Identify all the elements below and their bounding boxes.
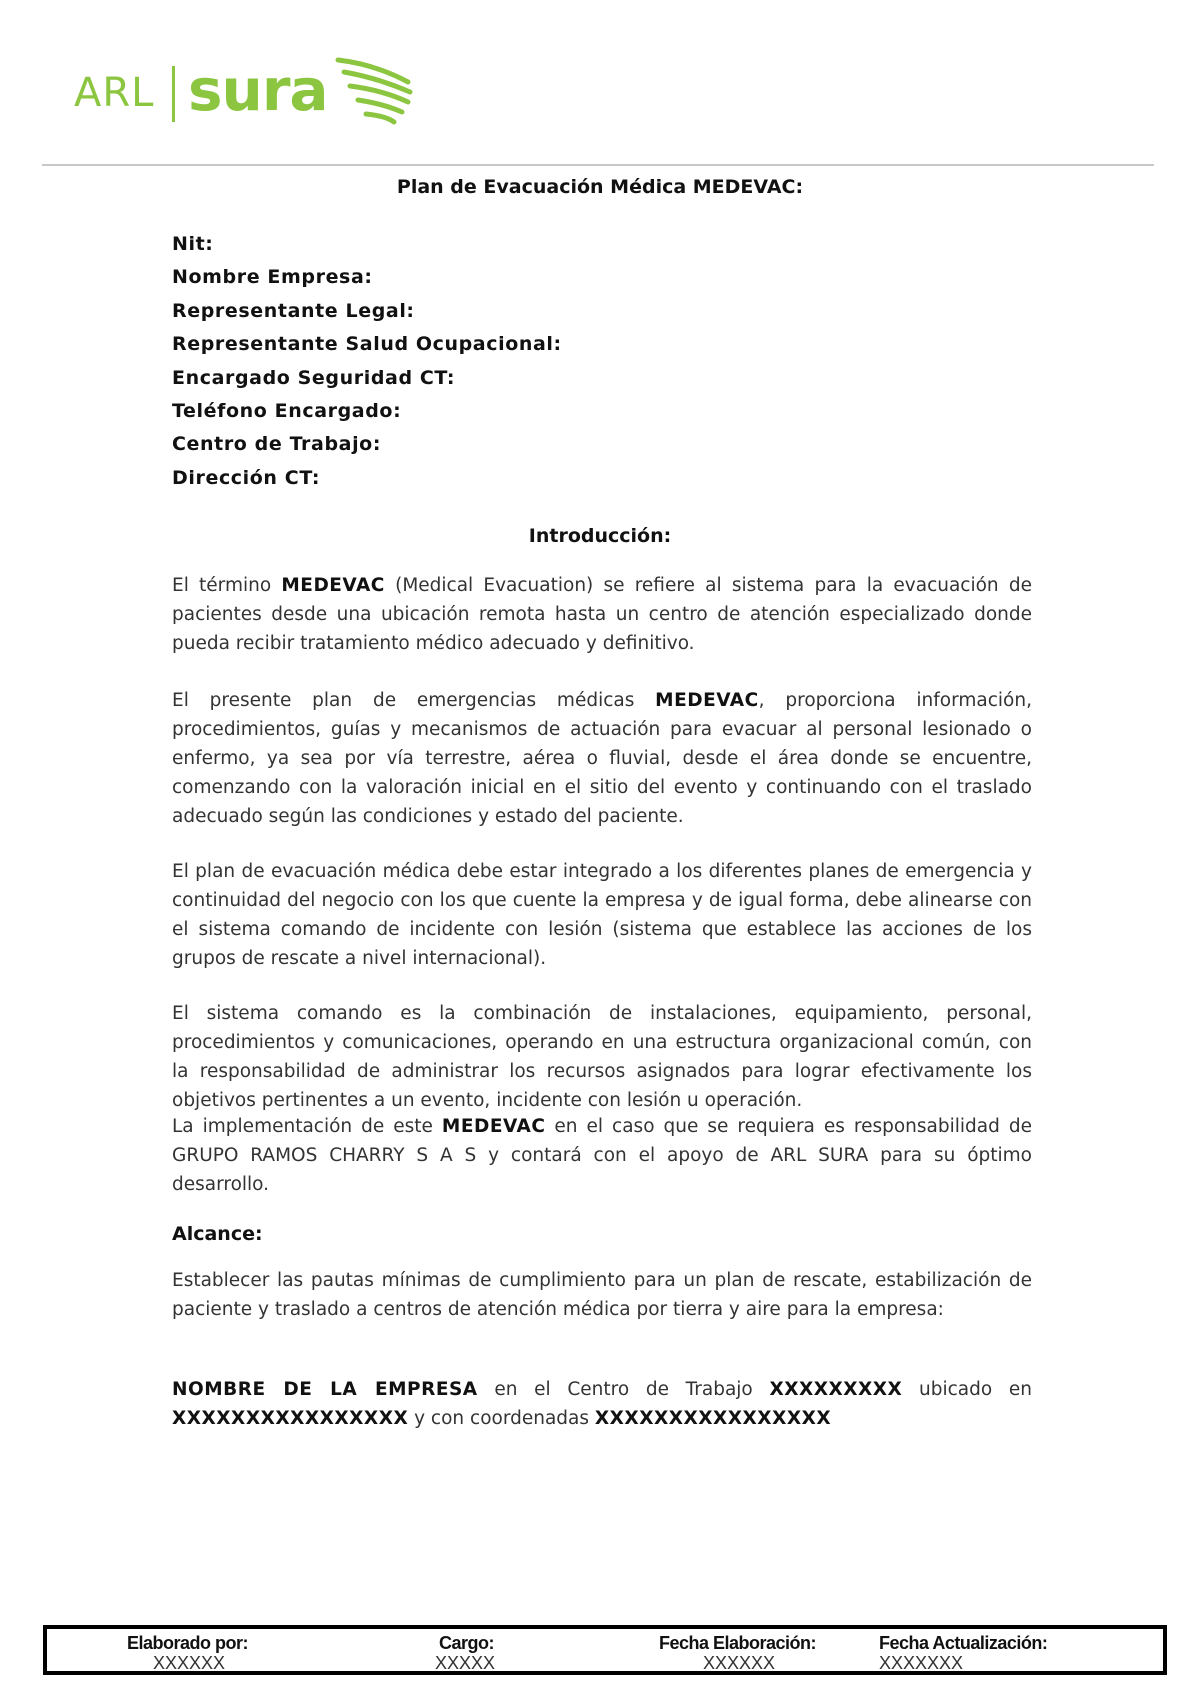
footer-cargo	[435, 1633, 496, 1673]
footer-fecha-elaboracion-label: Fecha Elaboración:	[659, 1633, 817, 1653]
intro-paragraph-2: El presente plan de emergencias médicas MEDEVAC, proporciona información, procedimientos, guías y mecanismos de actuación para evacuar al personal lesionado o enfermo, ya sea por vía terrestre, aérea o fluvial, desde el área donde se encuentre, comenzando con la valoración inicial en el sitio del evento y continuando con el traslado adecuado según las condiciones y estado del paciente.	[172, 690, 1032, 827]
field-nit: Nit:	[172, 233, 214, 255]
logo-sura-text: sura	[188, 56, 328, 124]
company-fields	[172, 232, 562, 499]
header-divider	[42, 164, 1154, 166]
arl-sura-logo	[74, 54, 414, 134]
intro-paragraph-5: La implementación de este MEDEVAC en el caso que se requiera es responsabilidad de GRUPO RAMOS CHARRY S A S y contará con el apoyo de ARL SURA para su óptimo desarrollo.	[172, 1116, 1032, 1195]
alcance-heading: Alcance:	[172, 1223, 263, 1245]
footer-cargo-label: Cargo:	[439, 1633, 494, 1653]
alcance-paragraph-2: NOMBRE DE LA EMPRESA en el Centro de Trabajo XXXXXXXXX ubicado en XXXXXXXXXXXXXXXX y con coordenadas XXXXXXXXXXXXXXXX	[172, 1379, 1033, 1429]
field-representante-salud: Representante Salud Ocupacional:	[172, 333, 562, 356]
intro-paragraph-1: El término MEDEVAC (Medical Evacuation) se refiere al sistema para la evacuación de pacientes desde una ubicación remota hasta un centro de atención especializado donde pueda recibir tratamiento médico adecuado y definitivo.	[172, 575, 1032, 654]
footer-elaborado	[127, 1633, 248, 1673]
intro-paragraph-3: El plan de evacuación médica debe estar integrado a los diferentes planes de emergencia y continuidad del negocio con los que cuente la empresa y de igual forma, debe alinearse con el sistema comando de incidente con lesión (sistema que establece las acciones de los grupos de rescate a nivel internacional).	[172, 861, 1032, 969]
alcance-paragraph-1: Establecer las pautas mínimas de cumplimiento para un plan de rescate, estabilización de paciente y traslado a centros de atención médica por tierra y aire para la empresa:	[172, 1270, 1032, 1320]
logo-divider	[172, 66, 175, 122]
footer-elaborado-value: XXXXXX	[153, 1653, 226, 1673]
footer-fecha-elaboracion	[659, 1633, 816, 1673]
field-telefono-encargado: Teléfono Encargado:	[172, 399, 402, 422]
field-nombre-empresa: Nombre Empresa:	[172, 266, 373, 289]
field-representante-legal: Representante Legal:	[172, 299, 415, 322]
field-centro-trabajo: Centro de Trabajo:	[172, 433, 382, 456]
intro-heading: Introducción:	[528, 525, 672, 547]
footer-cargo-value: XXXXX	[435, 1653, 496, 1673]
footer-elaborado-label: Elaborado por:	[127, 1633, 249, 1653]
document-title: Plan de Evacuación Médica MEDEVAC:	[396, 176, 804, 198]
footer-fecha-actualizacion	[879, 1633, 1047, 1673]
footer-fecha-elaboracion-value: XXXXXX	[703, 1653, 776, 1673]
footer-fecha-actualizacion-value: XXXXXXX	[879, 1653, 964, 1673]
intro-paragraph-4: El sistema comando es la combinación de instalaciones, equipamiento, personal, procedimientos y comunicaciones, operando en una estructura organizacional común, con la responsabilidad de administrar los recursos asignados para lograr efectivamente los objetivos pertinentes a un evento, incidente con lesión u operación.	[172, 1003, 1032, 1111]
footer-fecha-actualizacion-label: Fecha Actualización:	[879, 1633, 1048, 1653]
logo-arl-text: ARL	[74, 70, 155, 116]
field-encargado-seguridad: Encargado Seguridad CT:	[172, 366, 456, 389]
footer-table	[43, 1625, 1167, 1675]
field-direccion-ct: Dirección CT:	[172, 466, 321, 489]
wing-icon	[334, 54, 414, 134]
